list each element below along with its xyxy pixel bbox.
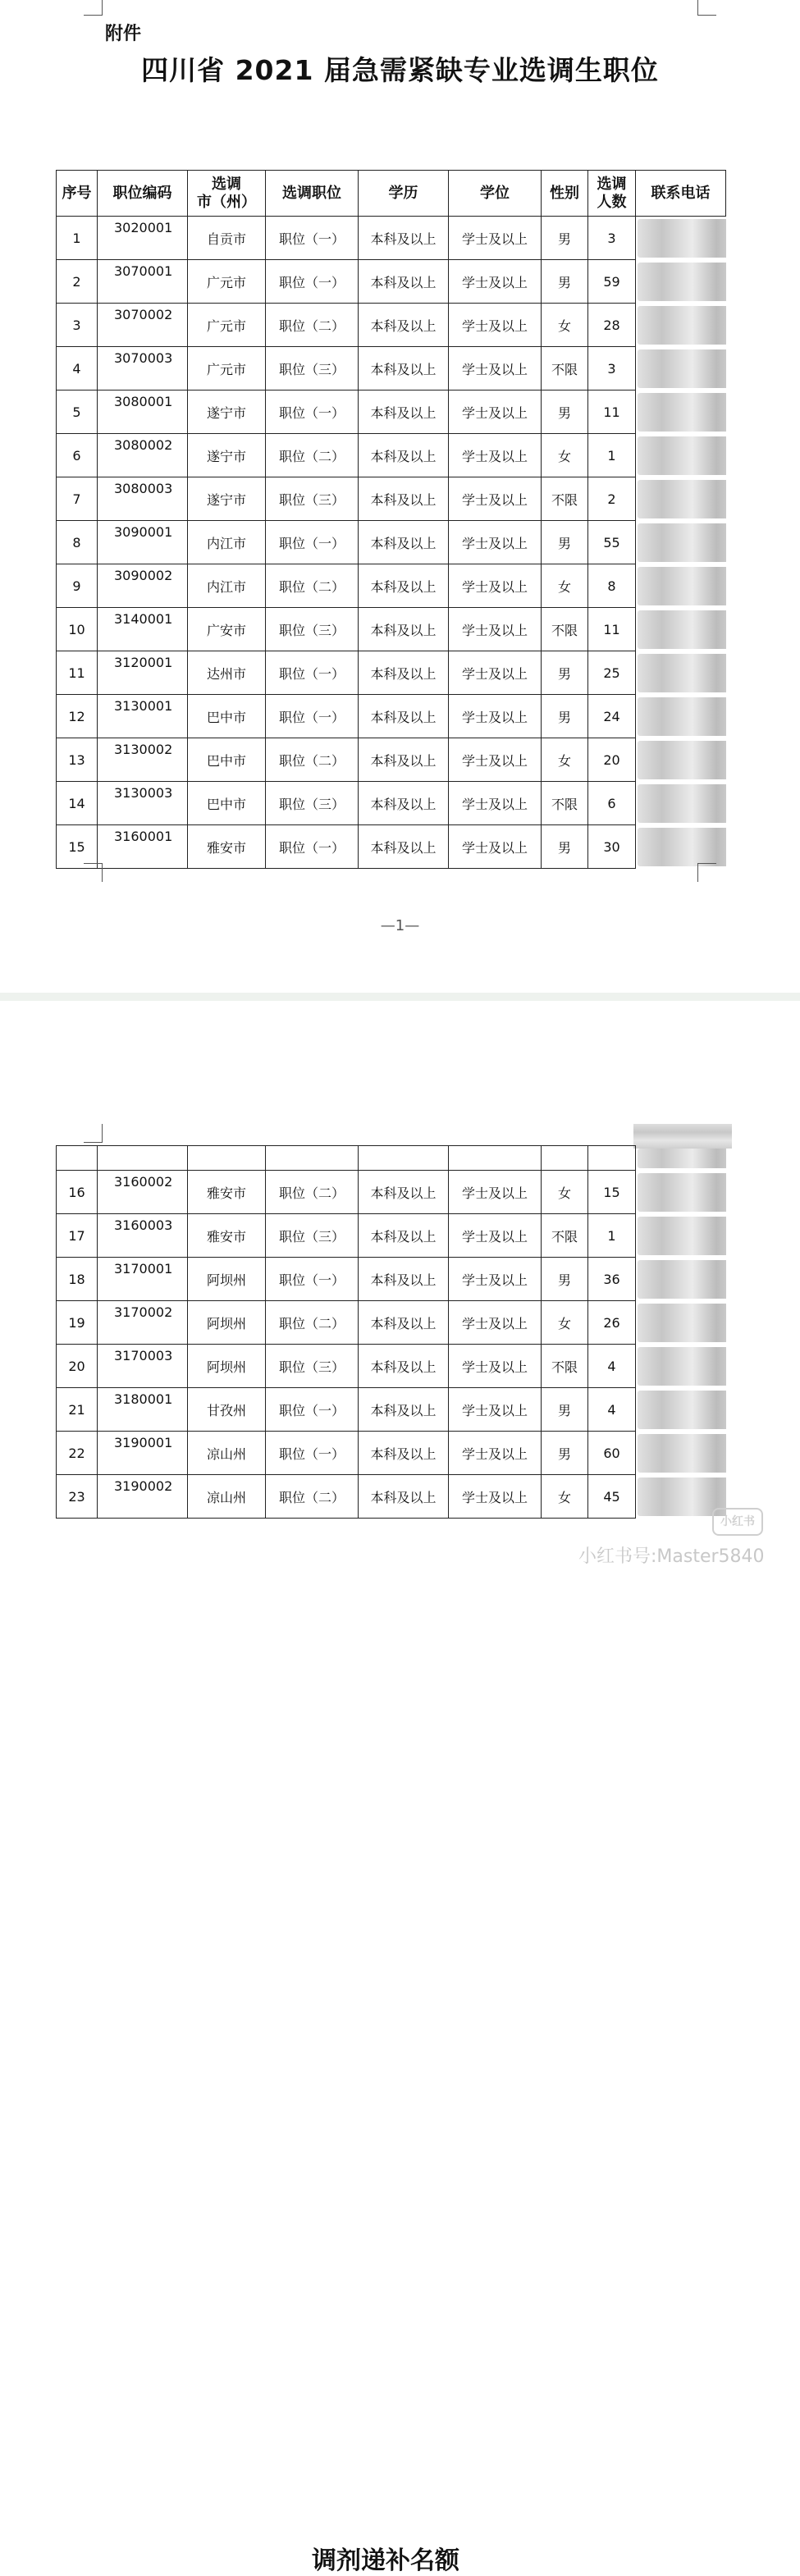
cell-city: 广元市 [188,260,266,304]
redacted-phone [636,738,726,782]
table-row [57,1345,726,1388]
header-code: 职位编码 [98,171,188,217]
cell-code: 3170002 [98,1301,188,1345]
cell-index: 19 [57,1301,98,1345]
redacted-phone [636,260,726,304]
table-row [57,825,726,869]
cell-gender: 不限 [542,477,588,521]
redacted-phone [636,1214,726,1258]
cell-code: 3160003 [98,1214,188,1258]
cell-position: 职位（二） [266,738,359,782]
cell-count: 11 [588,391,636,434]
cell-position: 职位（一） [266,1258,359,1301]
cell-degree: 学士及以上 [449,564,542,608]
cell-count: 59 [588,260,636,304]
cell-position: 职位（二） [266,434,359,477]
cell-position: 职位（一） [266,1388,359,1432]
cell-gender: 不限 [542,347,588,391]
cell-degree: 学士及以上 [449,521,542,564]
cell-position: 职位（三） [266,477,359,521]
cell-count: 1 [588,434,636,477]
cell-city: 达州市 [188,651,266,695]
cell-gender: 男 [542,217,588,260]
cell-gender: 女 [542,434,588,477]
cell-education: 本科及以上 [359,825,449,869]
cell-city: 遂宁市 [188,477,266,521]
cell-city: 雅安市 [188,1171,266,1214]
cell-index: 5 [57,391,98,434]
cell-position: 职位（一） [266,260,359,304]
cell-count: 24 [588,695,636,738]
cell-position: 职位（二） [266,304,359,347]
attachment-label: 附件 [105,24,142,44]
cell-degree: 学士及以上 [449,608,542,651]
cell-position: 职位（一） [266,695,359,738]
cell-city: 甘孜州 [188,1388,266,1432]
cell-gender: 女 [542,1301,588,1345]
cell-city: 巴中市 [188,695,266,738]
cell-education: 本科及以上 [359,391,449,434]
cell-gender: 女 [542,304,588,347]
cell-education: 本科及以上 [359,1301,449,1345]
cell-gender: 男 [542,651,588,695]
redacted-phone [636,347,726,391]
cell-position: 职位（二） [266,564,359,608]
cell-code: 3160002 [98,1171,188,1214]
table-header-row [57,171,726,217]
table-row [57,1171,726,1214]
cell-city: 巴中市 [188,738,266,782]
document-page-2 [0,1001,800,2575]
cell-degree: 学士及以上 [449,347,542,391]
table-row [57,260,726,304]
table-row [57,1258,726,1301]
redacted-phone [636,825,726,869]
cell-count: 25 [588,651,636,695]
cell-city: 巴中市 [188,782,266,825]
cell-city: 内江市 [188,564,266,608]
cell-count: 30 [588,825,636,869]
table-row [57,434,726,477]
cell-index: 10 [57,608,98,651]
cell-city: 内江市 [188,521,266,564]
table-row [57,477,726,521]
table-row [57,782,726,825]
cell-code: 3180001 [98,1388,188,1432]
redacted-phone [636,564,726,608]
redacted-phone [636,651,726,695]
cell-code: 3070002 [98,304,188,347]
cell-degree: 学士及以上 [449,391,542,434]
redacted-phone [636,1146,726,1171]
cell-position: 职位（二） [266,1171,359,1214]
cell-count: 3 [588,347,636,391]
cell-code: 3170001 [98,1258,188,1301]
cell-education: 本科及以上 [359,1171,449,1214]
cell-gender: 男 [542,1258,588,1301]
cell-count: 45 [588,1475,636,1519]
cell-city: 雅安市 [188,825,266,869]
cell-code: 3190001 [98,1432,188,1475]
cell-index: 2 [57,260,98,304]
cell-index: 12 [57,695,98,738]
cell-degree: 学士及以上 [449,477,542,521]
cell-count: 28 [588,304,636,347]
cell-code: 3090001 [98,521,188,564]
cell-index: 6 [57,434,98,477]
cell-education: 本科及以上 [359,260,449,304]
cell-position: 职位（一） [266,651,359,695]
cell-education: 本科及以上 [359,477,449,521]
cell-education: 本科及以上 [359,564,449,608]
page-corner-mark [697,0,716,16]
cell-index: 8 [57,521,98,564]
cell-degree: 学士及以上 [449,695,542,738]
document-page-1 [0,0,800,993]
cell-gender: 男 [542,391,588,434]
table-row [57,217,726,260]
cell-degree: 学士及以上 [449,434,542,477]
table-row [57,521,726,564]
cell-gender: 男 [542,825,588,869]
cell-city: 阿坝州 [188,1301,266,1345]
cell-city: 阿坝州 [188,1345,266,1388]
header-position: 选调职位 [266,171,359,217]
cell-code: 3120001 [98,651,188,695]
page-title: 四川省 2021 届急需紧缺专业选调生职位 [141,54,659,86]
cell-degree: 学士及以上 [449,260,542,304]
cell-degree: 学士及以上 [449,1432,542,1475]
cell-degree: 学士及以上 [449,782,542,825]
footer-text: 调剂递补名额 [312,2546,459,2575]
cell-index: 7 [57,477,98,521]
cell-index: 4 [57,347,98,391]
cell-education: 本科及以上 [359,1258,449,1301]
cell-gender: 女 [542,1171,588,1214]
cell-position: 职位（三） [266,1345,359,1388]
cell-code: 3160001 [98,825,188,869]
cell-code: 3130001 [98,695,188,738]
cell-code: 3070001 [98,260,188,304]
table-row [57,1432,726,1475]
page-number: —1— [380,917,420,934]
page-corner-mark [697,863,716,882]
cell-count: 4 [588,1345,636,1388]
redacted-phone [636,1388,726,1432]
page-corner-mark [84,0,103,16]
cell-degree: 学士及以上 [449,738,542,782]
redacted-phone [636,695,726,738]
cell-degree: 学士及以上 [449,1258,542,1301]
table-row [57,608,726,651]
cell-degree: 学士及以上 [449,1171,542,1214]
redacted-phone [636,521,726,564]
table-row [57,1388,726,1432]
cell-education: 本科及以上 [359,1388,449,1432]
header-gender: 性别 [542,171,588,217]
cell-education: 本科及以上 [359,521,449,564]
redacted-phone [636,1301,726,1345]
cell-degree: 学士及以上 [449,217,542,260]
cell-city: 自贡市 [188,217,266,260]
cell-count: 36 [588,1258,636,1301]
redacted-phone [636,1345,726,1388]
redacted-phone [636,608,726,651]
cell-count: 3 [588,217,636,260]
cell-code: 3140001 [98,608,188,651]
cell-city: 凉山州 [188,1475,266,1519]
table-row [57,1475,726,1519]
cell-count: 4 [588,1388,636,1432]
redacted-phone [636,434,726,477]
cell-city: 广元市 [188,347,266,391]
cell-count: 1 [588,1214,636,1258]
cell-code: 3090002 [98,564,188,608]
table-row [57,695,726,738]
cell-gender: 不限 [542,608,588,651]
table-row [57,651,726,695]
cell-index: 11 [57,651,98,695]
cell-gender: 男 [542,1388,588,1432]
cell-degree: 学士及以上 [449,1301,542,1345]
cell-position: 职位（三） [266,608,359,651]
table-row [57,391,726,434]
header-education: 学历 [359,171,449,217]
redacted-phone [636,1258,726,1301]
watermark-logo: 小红书 [712,1508,763,1536]
cell-degree: 学士及以上 [449,1388,542,1432]
cell-education: 本科及以上 [359,1345,449,1388]
cell-index: 9 [57,564,98,608]
cell-count: 20 [588,738,636,782]
cell-education: 本科及以上 [359,608,449,651]
cell-index: 21 [57,1388,98,1432]
cell-education: 本科及以上 [359,1475,449,1519]
cell-count: 2 [588,477,636,521]
cell-index: 22 [57,1432,98,1475]
cell-count: 6 [588,782,636,825]
cell-degree: 学士及以上 [449,1345,542,1388]
cell-index: 3 [57,304,98,347]
cell-position: 职位（二） [266,1475,359,1519]
cell-position: 职位（一） [266,217,359,260]
cell-index: 14 [57,782,98,825]
cell-position: 职位（三） [266,1214,359,1258]
cell-education: 本科及以上 [359,738,449,782]
cell-position: 职位（三） [266,347,359,391]
cell-code: 3080002 [98,434,188,477]
cell-education: 本科及以上 [359,1432,449,1475]
cell-gender: 不限 [542,782,588,825]
cell-city: 遂宁市 [188,391,266,434]
cell-gender: 不限 [542,1214,588,1258]
cell-index: 18 [57,1258,98,1301]
cell-gender: 男 [542,695,588,738]
cell-count: 11 [588,608,636,651]
cell-count: 15 [588,1171,636,1214]
redacted-phone [636,304,726,347]
cell-index: 23 [57,1475,98,1519]
cell-education: 本科及以上 [359,347,449,391]
cell-code: 3190002 [98,1475,188,1519]
cell-code: 3020001 [98,217,188,260]
cell-gender: 男 [542,521,588,564]
page-corner-mark [84,1124,103,1143]
redacted-phone [636,1432,726,1475]
cell-education: 本科及以上 [359,782,449,825]
cell-count: 26 [588,1301,636,1345]
cell-city: 广安市 [188,608,266,651]
cell-degree: 学士及以上 [449,825,542,869]
cell-position: 职位（三） [266,782,359,825]
header-count: 选调 人数 [588,171,636,217]
header-degree: 学位 [449,171,542,217]
table-row [57,1301,726,1345]
watermark: 小红书号:Master5840 [578,1546,765,1567]
cell-degree: 学士及以上 [449,1475,542,1519]
cell-index: 20 [57,1345,98,1388]
cell-position: 职位（一） [266,825,359,869]
table-row [57,738,726,782]
cell-city: 雅安市 [188,1214,266,1258]
cell-count: 60 [588,1432,636,1475]
table-row [57,1146,726,1171]
cell-degree: 学士及以上 [449,651,542,695]
cell-education: 本科及以上 [359,304,449,347]
cell-city: 广元市 [188,304,266,347]
header-index: 序号 [57,171,98,217]
cell-gender: 男 [542,260,588,304]
cell-city: 遂宁市 [188,434,266,477]
cell-gender: 女 [542,1475,588,1519]
cell-count: 55 [588,521,636,564]
positions-table [56,170,726,869]
cell-position: 职位（一） [266,521,359,564]
cell-degree: 学士及以上 [449,304,542,347]
redacted-phone [636,391,726,434]
cell-degree: 学士及以上 [449,1214,542,1258]
cell-index: 15 [57,825,98,869]
cell-education: 本科及以上 [359,695,449,738]
header-phone: 联系电话 [636,171,726,217]
cell-education: 本科及以上 [359,1214,449,1258]
cell-gender: 女 [542,564,588,608]
redacted-phone [636,217,726,260]
cell-gender: 男 [542,1432,588,1475]
cell-index: 13 [57,738,98,782]
cell-position: 职位（一） [266,391,359,434]
cell-city: 阿坝州 [188,1258,266,1301]
cell-position: 职位（二） [266,1301,359,1345]
redacted-phone [636,782,726,825]
table-row [57,347,726,391]
cell-education: 本科及以上 [359,217,449,260]
cell-index: 16 [57,1171,98,1214]
cell-index: 17 [57,1214,98,1258]
cell-code: 3070003 [98,347,188,391]
cell-city: 凉山州 [188,1432,266,1475]
cell-education: 本科及以上 [359,651,449,695]
cell-gender: 女 [542,738,588,782]
page-corner-mark [84,863,103,882]
cell-education: 本科及以上 [359,434,449,477]
cell-position: 职位（一） [266,1432,359,1475]
cell-count: 8 [588,564,636,608]
cell-code: 3170003 [98,1345,188,1388]
cell-code: 3080001 [98,391,188,434]
redacted-phone [636,1171,726,1214]
cell-code: 3130002 [98,738,188,782]
redacted-phone [636,477,726,521]
table-row [57,304,726,347]
cell-code: 3080003 [98,477,188,521]
header-city: 选调 市（州） [188,171,266,217]
cell-gender: 不限 [542,1345,588,1388]
cell-index: 1 [57,217,98,260]
cell-code: 3130003 [98,782,188,825]
table-row [57,1214,726,1258]
table-row [57,564,726,608]
positions-table-continued [56,1145,726,1519]
